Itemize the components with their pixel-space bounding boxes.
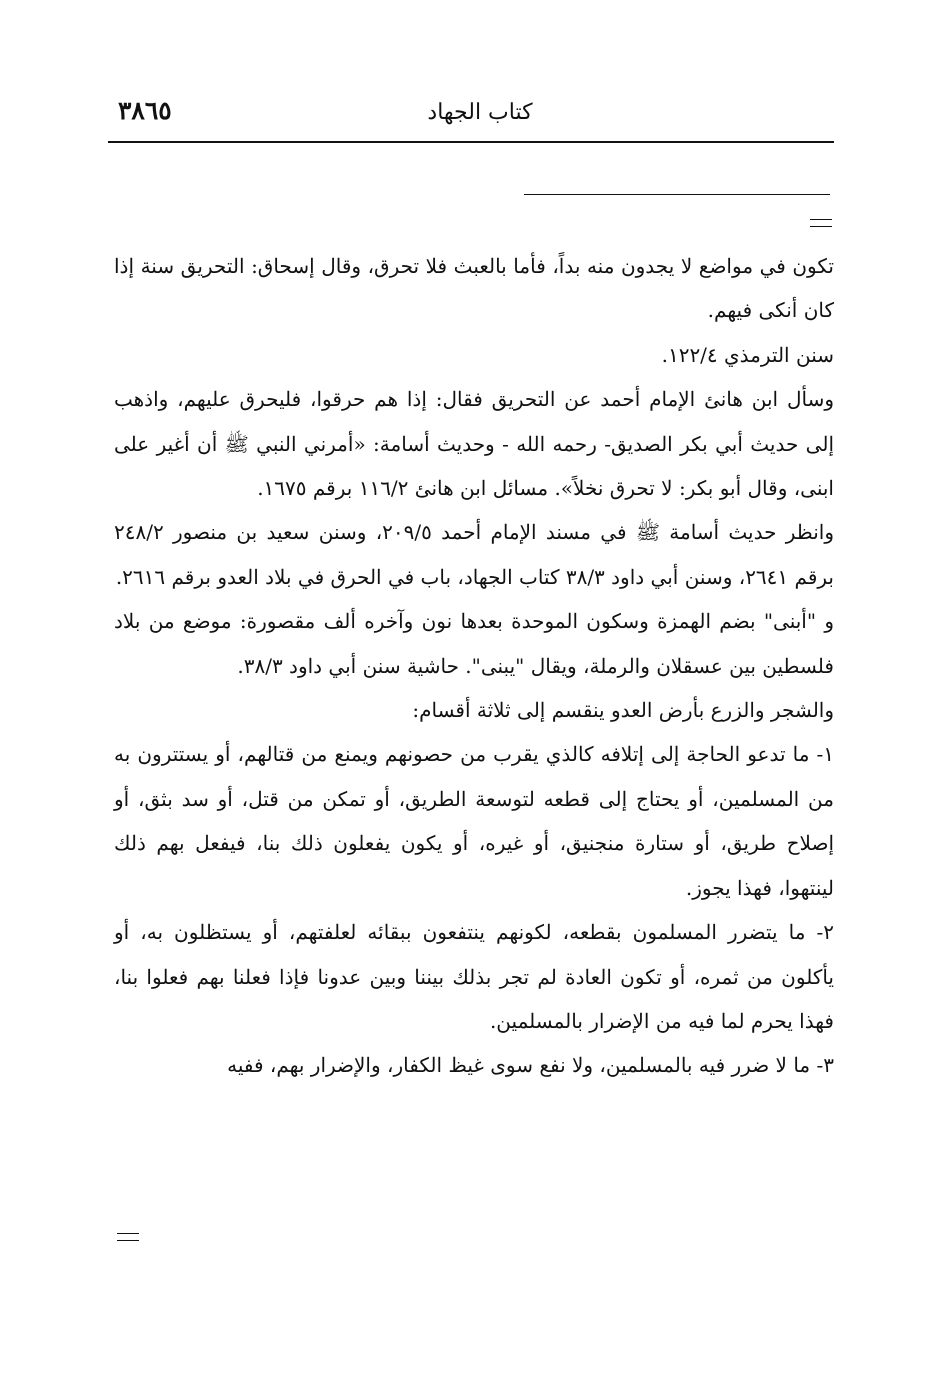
running-head: كتاب الجهاد (427, 100, 533, 125)
paragraph: ١- ما تدعو الحاجة إلى إتلافه كالذي يقرب من حصونهم ويمنع من قتالهم، أو يستترون به من المسلمين، أو يحتاج إلى قطعه لتوسعة الطريق، أو تمكن من قتل، أو سد بثق، أو إصلاح طريق، أو ستارة منجنيق، أو غيره، أو يكون يفعلون ذلك بنا، فيفعل بهم ذلك لينتهوا، فهذا يجوز. (114, 742, 834, 900)
paragraph: والشجر والزرع بأرض العدو ينقسم إلى ثلاثة أقسام: (412, 698, 834, 723)
paragraph: وسأل ابن هانئ الإمام أحمد عن التحريق فقال: إذا هم حرقوا، فليحرق عليهم، واذهب إلى حديث أبي بكر الصديق- رحمه الله - وحديث أسامة: «أمرني النبي ﷺ أن أغير على ابنى، وقال أبو بكر: لا تحرق نخلاً». مسائل ابن هانئ ١١٦/٢ برقم ١٦٧٥. (114, 387, 834, 501)
continuation-mark-top (810, 219, 832, 227)
continuation-mark-bottom (117, 1233, 139, 1241)
paragraph: سنن الترمذي ١٢٢/٤. (661, 342, 834, 367)
footnote-body (114, 244, 834, 1088)
page-number: ٣٨٦٥ (118, 96, 172, 125)
header-rule (108, 141, 834, 143)
footnote-separator-rule (524, 194, 830, 195)
paragraph: ٣- ما لا ضرر فيه بالمسلمين، ولا نفع سوى غيظ الكفار، والإضرار بهم، ففيه (227, 1053, 834, 1078)
paragraph: ٢- ما يتضرر المسلمون بقطعه، لكونهم ينتفعون ببقائه لعلفتهم، أو يستظلون به، أو يأكلون من ثمره، أو تكون العادة لم تجر بذلك بيننا وبين عدونا فإذا فعلنا بهم فعلوا بنا، فهذا يحرم لما فيه من الإضرار بالمسلمين. (114, 920, 834, 1033)
paragraph: و "أبنى" بضم الهمزة وسكون الموحدة بعدها نون وآخره ألف مقصورة: موضع من بلاد فلسطين بين عسقلان والرملة، ويقال "يبنى". حاشية سنن أبي داود ٣٨/٣. (114, 609, 834, 678)
paragraph: تكون في مواضع لا يجدون منه بداً، فأما بالعبث فلا تحرق، وقال إسحاق: التحريق سنة إذا كان أنكى فيهم. (114, 254, 834, 323)
paragraph: وانظر حديث أسامة ﷺ في مسند الإمام أحمد ٢٠٩/٥، وسنن سعيد بن منصور ٢٤٨/٢ برقم ٢٦٤١، وسنن أبي داود ٣٨/٣ كتاب الجهاد، باب في الحرق في بلاد العدو برقم ٢٦١٦. (114, 520, 834, 589)
